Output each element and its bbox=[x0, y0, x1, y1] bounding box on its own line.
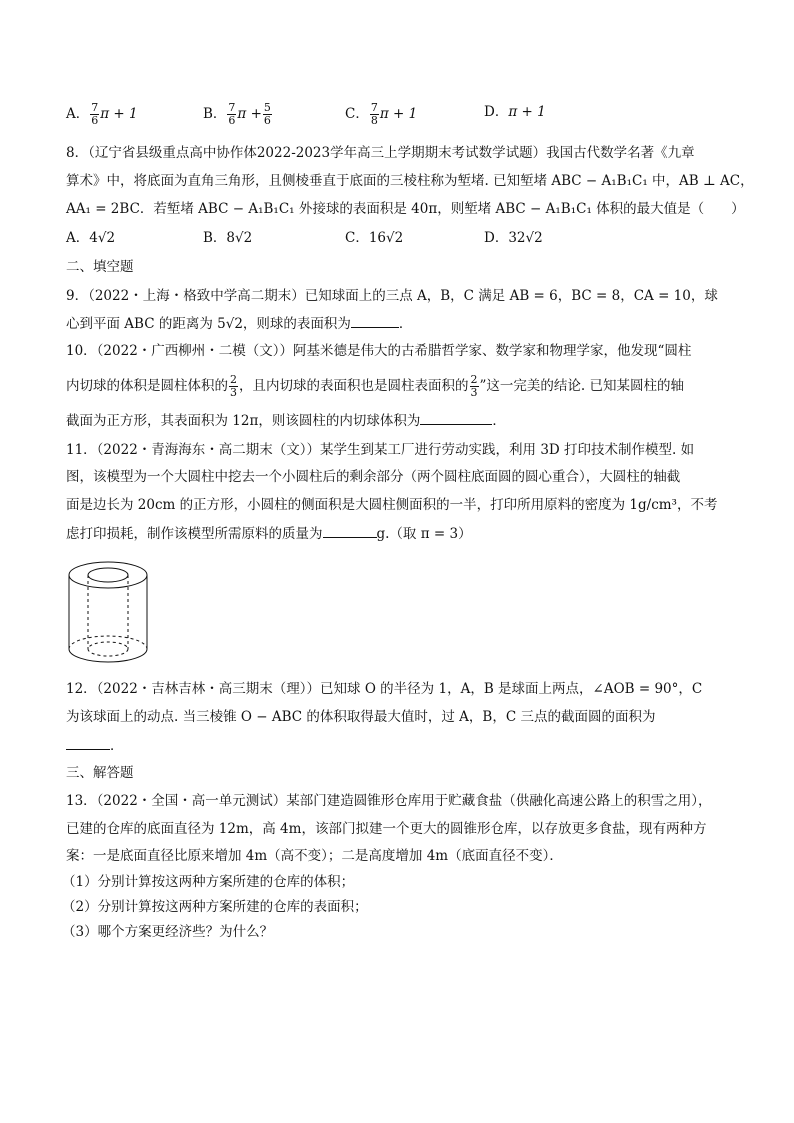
q7-option-d: D．π + 1 bbox=[484, 104, 546, 120]
inner-top-ellipse bbox=[88, 568, 128, 582]
q11-line-1: 11．（2022・青海海东・高二期末（文））某学生到某工厂进行劳动实践，利用 3D 打印技术制作模型. 如 bbox=[66, 442, 695, 458]
q10-line-2: 内切球的体积是圆柱体积的 $\frac{2}{3}$ ，且内切球的表面积也是圆柱表面积的 $\frac{2}{3}$ ”这一完美的结论. 已知某圆柱的轴 bbox=[66, 373, 684, 399]
q7-option-c: C． $\frac{7}{8}$ π + 1 bbox=[345, 101, 418, 127]
q13-part-1: （1）分别计算按这两种方案所建的仓库的体积； bbox=[62, 874, 355, 890]
outer-bottom-back bbox=[69, 636, 147, 649]
outer-bottom-front bbox=[69, 649, 147, 662]
q9-line-2: 心到平面 ABC 的距离为 5√2，则球的表面积为 ． bbox=[66, 313, 412, 334]
q8-line-2: 算术》中，将底面为直角三角形，且侧棱垂直于底面的三棱柱称为堑堵. 已知堑堵 ABC − A₁B₁C₁ 中，AB ⊥ AC， bbox=[66, 173, 754, 189]
hollow-cylinder-figure bbox=[64, 557, 154, 667]
q13-part-3: （3）哪个方案更经济些？为什么？ bbox=[62, 924, 274, 940]
q9-answer-blank bbox=[351, 313, 399, 328]
q8-option-b: B．8√2 bbox=[203, 230, 253, 246]
q13-line-2: 已建的仓库的底面直径为 12m，高 4m，该部门拟建一个更大的圆锥形仓库，以存放更多食盐，现有两种方 bbox=[66, 821, 707, 837]
section-solutions: 三、解答题 bbox=[66, 765, 134, 781]
q12-line-3: ． bbox=[66, 735, 124, 756]
q12-line-2: 为该球面上的动点. 当三棱锥 O − ABC 的体积取得最大值时，过 A，B，C 三点的截面圆的面积为 bbox=[66, 709, 656, 725]
q13-part-2: （2）分别计算按这两种方案所建的仓库的表面积； bbox=[62, 899, 368, 915]
q7-option-b: B． $\frac{7}{6}$ π + $\frac{5}{6}$ bbox=[203, 101, 271, 127]
q13-line-1: 13．（2022・全国・高一单元测试）某部门建造圆锥形仓库用于贮藏食盐（供融化高速公路上的积雪之用）， bbox=[66, 793, 712, 809]
q12-line-1: 12．（2022・吉林吉林・高三期末（理））已知球 O 的半径为 1，A，B 是球面上两点，∠AOB = 90°，C bbox=[66, 681, 703, 697]
section-fill-in: 二、填空题 bbox=[66, 259, 134, 275]
q8-line-1: 8．（辽宁省县级重点高中协作体2022-2023学年高三上学期期末考试数学试题）我国古代数学名著《九章 bbox=[66, 145, 695, 161]
outer-top-ellipse bbox=[69, 562, 147, 588]
q10-line-1: 10．（2022・广西柳州・二模（文））阿基米德是伟大的古希腊哲学家、数学家和物理学家，他发现“圆柱 bbox=[66, 343, 692, 359]
q10-line-3: 截面为正方形，其表面积为 12π，则该圆柱的内切球体积为 ． bbox=[66, 410, 506, 431]
q7-option-a: A． $\frac{7}{6}$ π + 1 bbox=[66, 101, 138, 127]
q9-line-1: 9．（2022・上海・格致中学高二期末）已知球面上的三点 A，B，C 满足 AB = 6，BC = 8，CA = 10，球 bbox=[66, 288, 718, 304]
q13-line-3: 案：一是底面直径比原来增加 4m（高不变）；二是高度增加 4m（底面直径不变）． bbox=[66, 848, 563, 864]
q12-answer-blank bbox=[66, 735, 110, 750]
inner-bottom-ellipse bbox=[88, 642, 128, 656]
q11-answer-blank bbox=[323, 523, 377, 538]
q11-line-4: 虑打印损耗，制作该模型所需原料的质量为 g.（取 π = 3） bbox=[66, 523, 472, 544]
q10-answer-blank bbox=[420, 410, 492, 425]
q8-option-d: D．32√2 bbox=[484, 230, 543, 246]
q8-line-3: AA₁ = 2BC．若堑堵 ABC − A₁B₁C₁ 外接球的表面积是 40π，则堑堵 ABC − A₁B₁C₁ 体积的最大值是（ ） bbox=[66, 201, 745, 217]
q11-line-2: 图，该模型为一个大圆柱中挖去一个小圆柱后的剩余部分（两个圆柱底面圆的圆心重合），大圆柱的轴截 bbox=[66, 469, 681, 485]
q8-option-c: C．16√2 bbox=[345, 230, 404, 246]
q8-option-a: A．4√2 bbox=[66, 230, 116, 246]
q11-line-3: 面是边长为 20cm 的正方形，小圆柱的侧面积是大圆柱侧面积的一半，打印所用原料的密度为 1g/cm³，不考 bbox=[66, 497, 718, 513]
